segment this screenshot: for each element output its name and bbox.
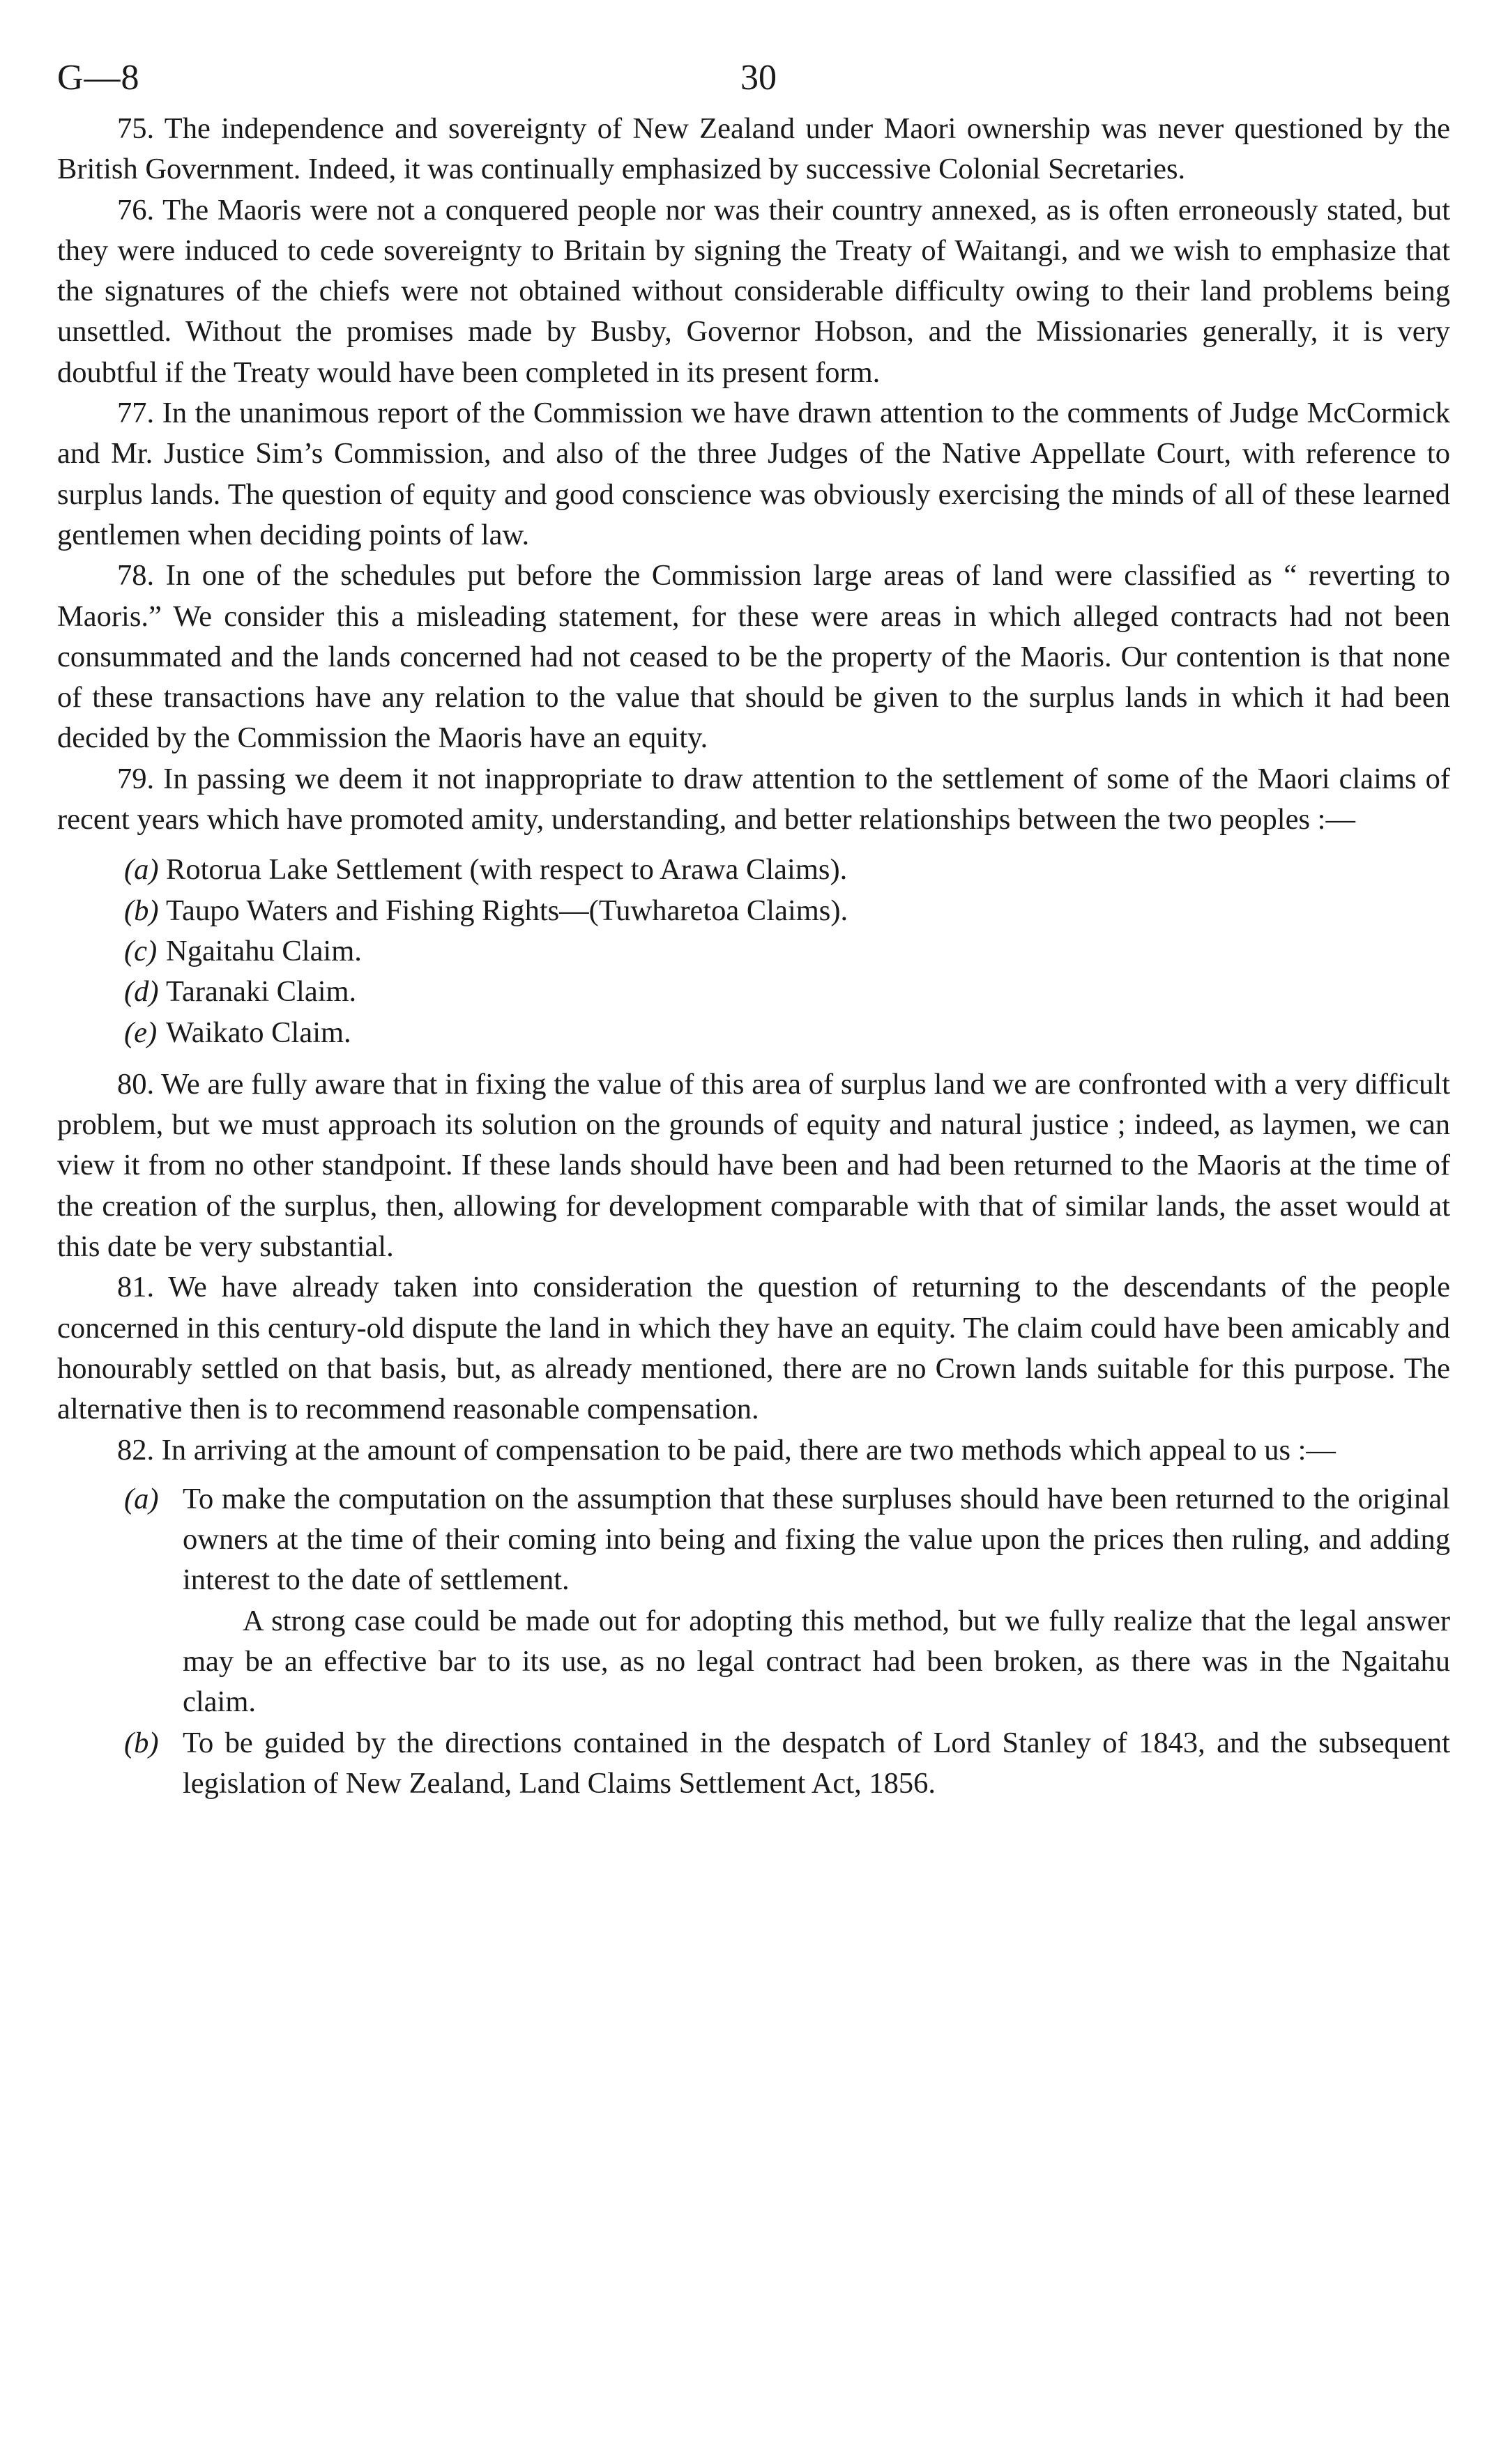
paragraph-81: 81. We have already taken into consideration the question of returning to the descendants of the people concerned in this century-old dispute the land in which they have an equity. The claim could have been amicably and honourably settled on that basis, but, as already mentioned, there are no Crown lands suitable for this purpose. The alternative then is to recommend reasonable compensation. xyxy=(57,1271,1450,1426)
method-b xyxy=(57,1723,1450,1805)
list-item-text: Taupo Waters and Fishing Rights—(Tuwharetoa Claims). xyxy=(166,894,848,927)
paragraph-80: 80. We are fully aware that in fixing the value of this area of surplus land we are confronted with a very difficult problem, but we must approach its solution on the grounds of equity and natural justice ; indeed, as laymen, we can view it from no other standpoint. If these lands should have been and had been returned to the Maoris at the time of the creation of the surplus, then, allowing for development comparable with that of similar lands, the asset would at this date be very substantial. xyxy=(57,1067,1450,1264)
list-item-text: Waikato Claim. xyxy=(166,1016,351,1049)
paragraph-79: 79. In passing we deem it not inappropriate to draw attention to the settlement of some of the Maori claims of recent years which have promoted amity, understanding, and better relationships between the two peoples :— xyxy=(57,762,1450,836)
paragraph-82: 82. In arriving at the amount of compensation to be paid, there are two methods which appeal to us :— xyxy=(117,1433,1336,1467)
document-body xyxy=(57,109,1450,1804)
method-a-commentary: A strong case could be made out for adopting this method, but we fully realize that the legal answer may be an effective bar to its use, as no legal contract had been broken, as there was in the Ngaitahu claim. xyxy=(183,1604,1450,1719)
paragraph-77: 77. In the unanimous report of the Commission we have drawn attention to the comments of Judge McCormick and Mr. Justice Sim’s Commission, and also of the three Judges of the Native Appellate Court, with reference to surplus lands. The question of equity and good conscience was obviously exercising the minds of all of these learned gentlemen when deciding points of law. xyxy=(57,397,1450,551)
list-item-text: Taranaki Claim. xyxy=(166,975,357,1009)
list-item xyxy=(57,891,1450,931)
document-reference: G—8 xyxy=(57,58,140,98)
paragraph-75: 75. The independence and sovereignty of New Zealand under Maori ownership was never questioned by the British Government. Indeed, it was continually emphasized by successive Colonial Secretaries. xyxy=(57,112,1450,186)
list-item xyxy=(57,850,1450,890)
list-item-label: (e) xyxy=(124,1016,158,1049)
page-number: 30 xyxy=(740,58,777,98)
list-item-label: (c) xyxy=(124,934,158,967)
method-a-label: (a) xyxy=(124,1482,159,1515)
method-b-text: To be guided by the directions contained in the despatch of Lord Stanley of 1843, and the subsequent legislation of New Zealand, Land Claims Settlement Act, 1856. xyxy=(183,1726,1450,1800)
list-item xyxy=(57,931,1450,972)
document-page xyxy=(57,50,1450,1804)
settlements-list xyxy=(57,850,1450,1053)
method-a xyxy=(57,1479,1450,1601)
list-item-text: Ngaitahu Claim. xyxy=(166,934,362,967)
list-item-label: (b) xyxy=(124,894,159,927)
page-header xyxy=(57,50,1450,106)
list-item xyxy=(57,1013,1450,1053)
paragraph-76: 76. The Maoris were not a conquered people nor was their country annexed, as is often erroneously stated, but they were induced to cede sovereignty to Britain by signing the Treaty of Waitangi, and we wish to emphasize that the signatures of the chiefs were not obtained without considerable difficulty owing to their land problems being unsettled. Without the promises made by Busby, Governor Hobson, and the Missionaries generally, it is very doubtful if the Treaty would have been completed in its present form. xyxy=(57,193,1450,389)
method-a-text: To make the computation on the assumption that these surpluses should have been returned to the original owners at the time of their coming into being and fixing the value upon the prices then ruling, and adding interest to the date of settlement. xyxy=(183,1482,1450,1597)
list-item-label: (a) xyxy=(124,853,159,887)
method-b-label: (b) xyxy=(124,1726,159,1759)
list-item xyxy=(57,972,1450,1012)
list-item-text: Rotorua Lake Settlement (with respect to Arawa Claims). xyxy=(166,853,848,887)
paragraph-78: 78. In one of the schedules put before the Commission large areas of land were classified as “ reverting to Maoris.” We consider this a misleading statement, for these were areas in which alleged contracts had not been consummated and the lands concerned had not ceased to be the property of the Maoris. Our contention is that none of these transactions have any relation to the value that should be given to the surplus lands in which it had been decided by the Commission the Maoris have an equity. xyxy=(57,559,1450,755)
list-item-label: (d) xyxy=(124,975,159,1009)
